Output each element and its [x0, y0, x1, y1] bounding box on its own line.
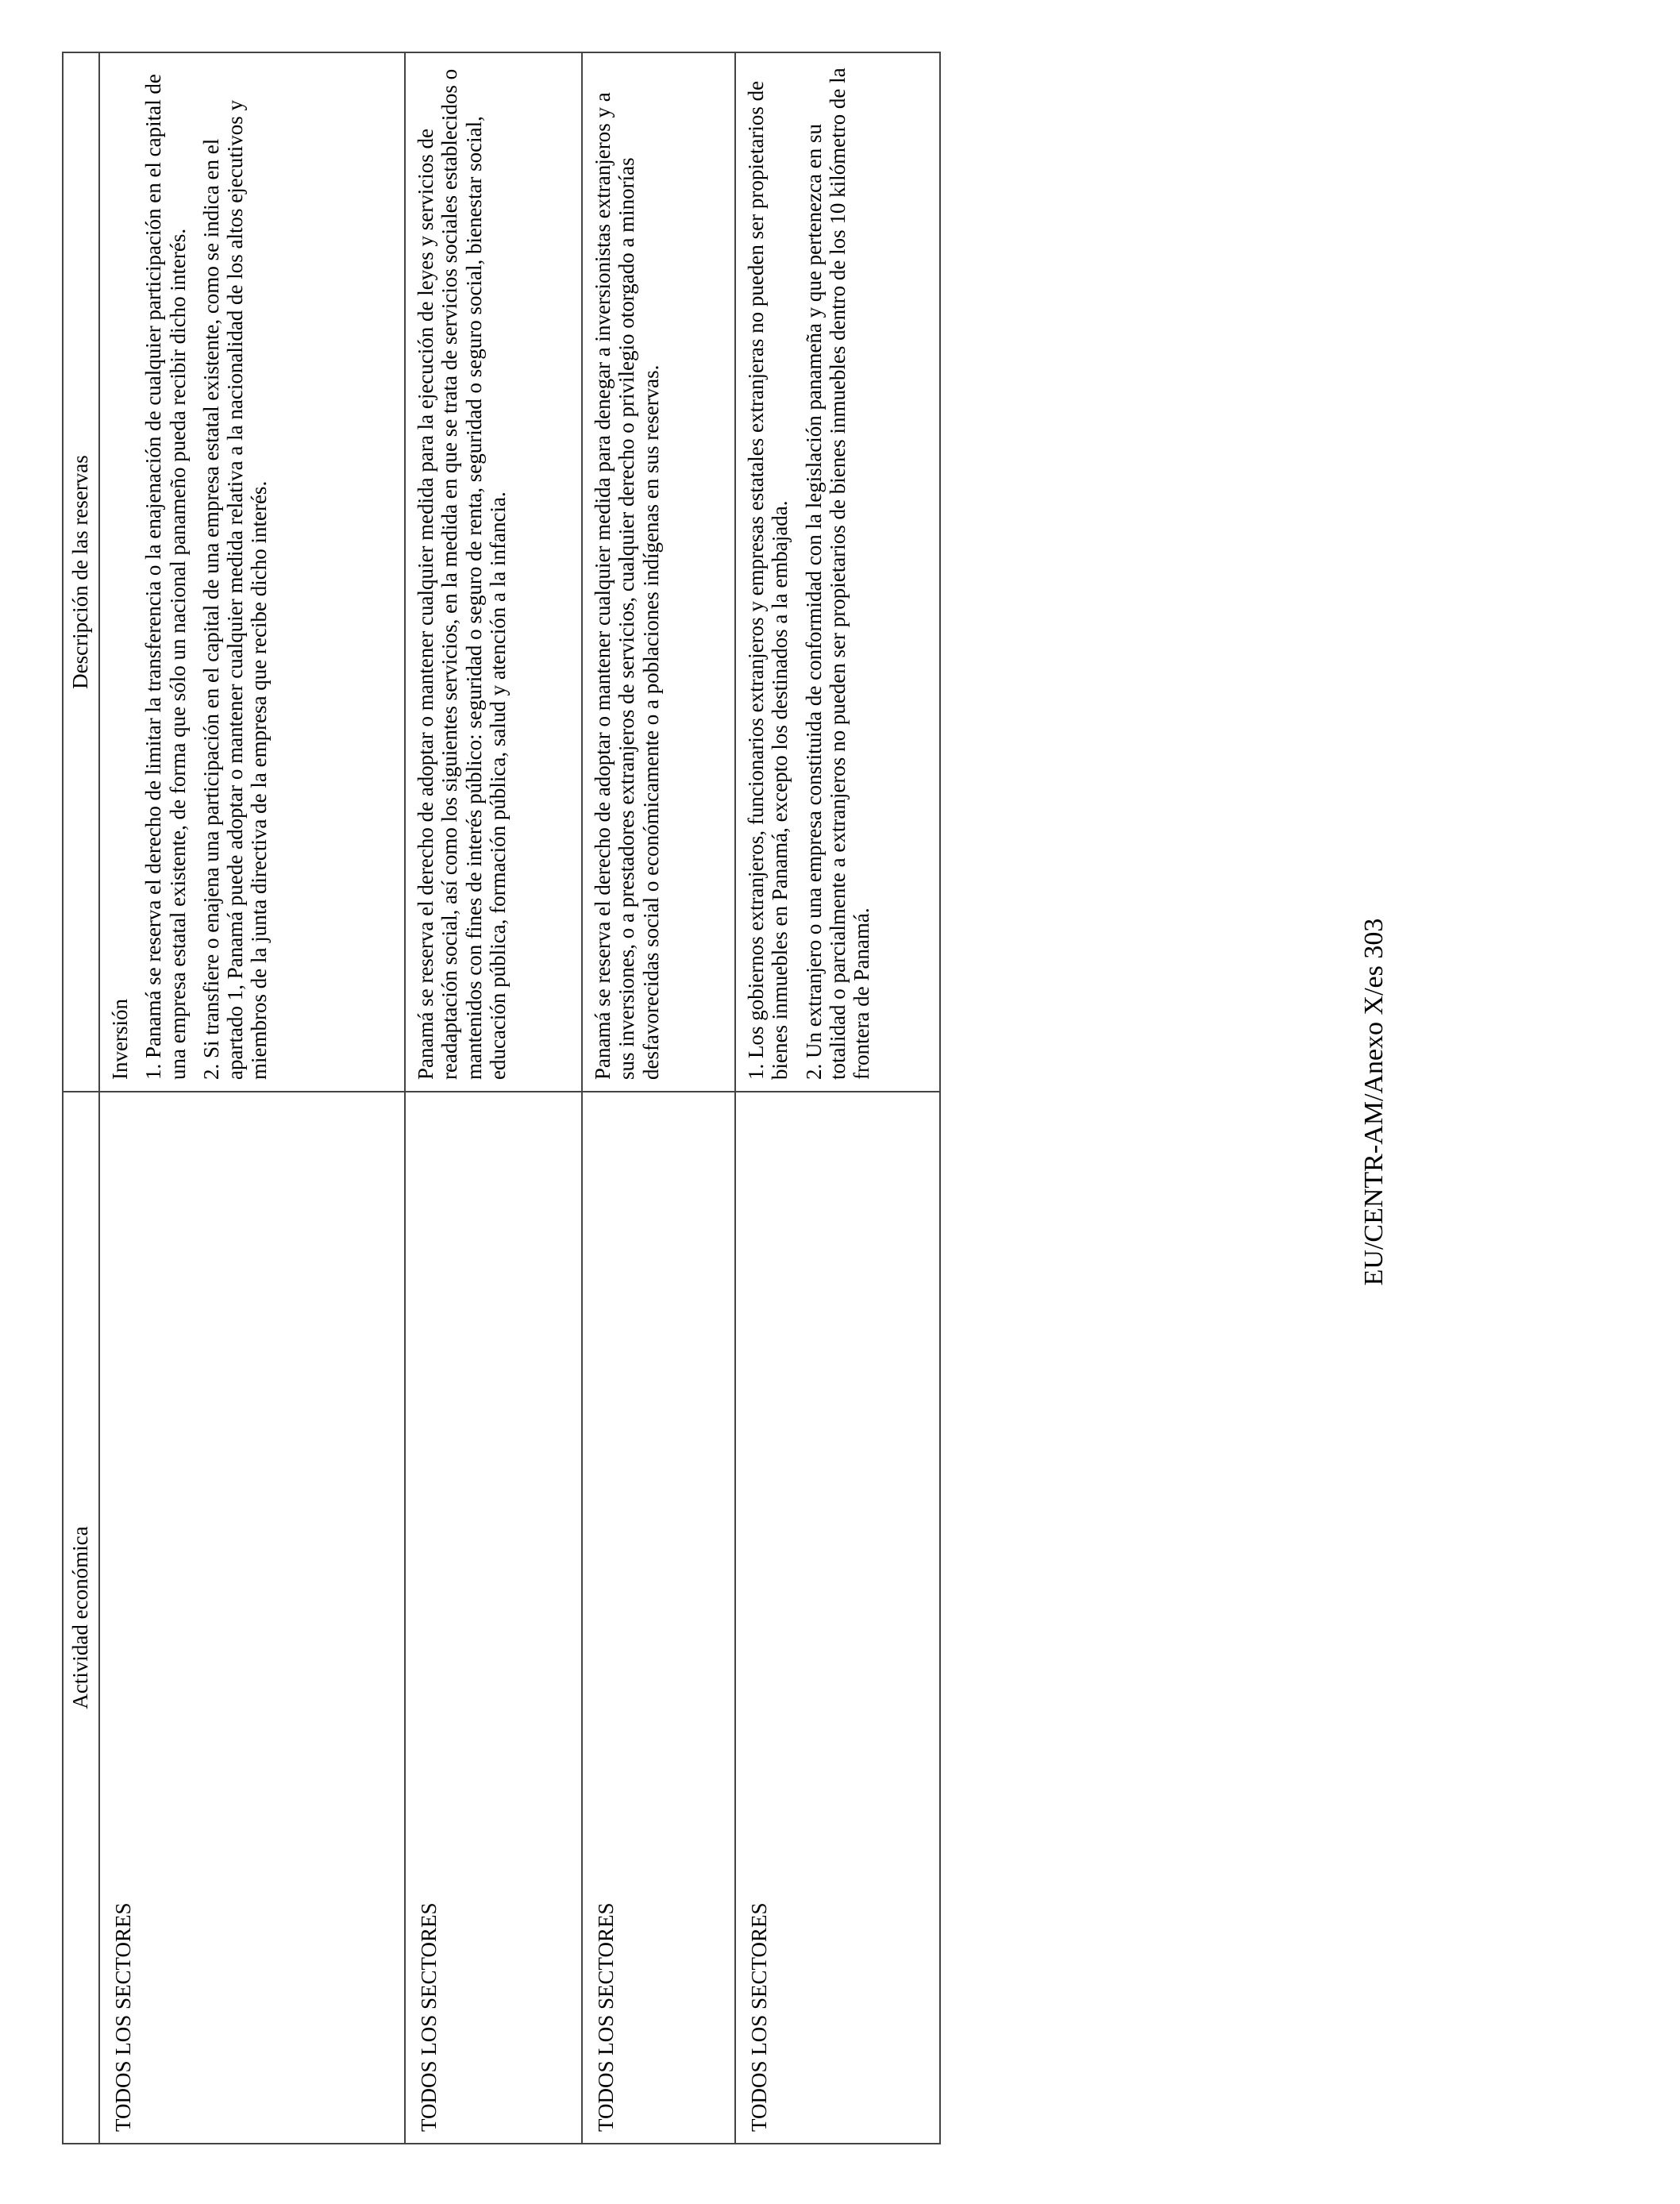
sector-label: TODOS LOS SECTORES — [417, 1902, 441, 2132]
sector-label: TODOS LOS SECTORES — [594, 1902, 618, 2132]
header-description: Descripción de las reservas — [63, 52, 99, 1092]
activity-cell — [405, 1092, 582, 2144]
reservations-table — [62, 52, 941, 2144]
table-row — [405, 52, 582, 2144]
description-paragraph: 1. Panamá se reserva el derecho de limitar la transferencia o la enajenación de cualquier participación en el capital de una empresa estatal existente, de forma que sólo un nacional panameño pueda recibir dicho interés. — [141, 74, 190, 1080]
description-paragraph: 1. Los gobiernos extranjeros, funcionarios extranjeros y empresas estatales extranjeras no pueden ser propietarios de bienes inmuebles en Panamá, excepto los destinados a la embajada. — [744, 80, 792, 1080]
description-cell — [405, 52, 582, 1092]
sector-label: TODOS LOS SECTORES — [111, 1902, 136, 2132]
activity-cell — [99, 1092, 405, 2144]
description-paragraph: Inversión — [108, 999, 133, 1080]
table-row — [99, 52, 405, 2144]
activity-cell — [735, 1092, 940, 2144]
table-row — [582, 52, 735, 2144]
header-activity: Actividad económica — [63, 1092, 99, 2144]
description-paragraph: 2. Si transfiere o enajena una participación en el capital de una empresa estatal existente, como se indica en el apartado 1, Panamá puede adoptar o mantener cualquier medida relativa a la nacionalidad de los altos ejecutivos y miembros de la junta directiva de la empresa que recibe dicho interés. — [198, 99, 272, 1080]
description-paragraph: Panamá se reserva el derecho de adoptar o mantener cualquier medida para denegar a inversionistas extranjeros y a sus inversiones, o a prestadores extranjeros de servicios, cualquier derecho o privilegio otorgado a minorías desfavorecidas social o económicamente o a poblaciones indígenas en sus reservas. — [591, 92, 663, 1080]
description-cell — [735, 52, 940, 1092]
description-paragraph: Panamá se reserva el derecho de adoptar o mantener cualquier medida para la ejecución de leyes y servicios de readaptación social, así como los siguientes servicios, en la medida en que se trata de servicios sociales establecidos o mantenidos con fines de interés público: seguridad o seguro de renta, seguridad o seguro social, bienestar social, educación pública, formación pública, salud y atención a la infancia. — [414, 68, 510, 1080]
description-paragraph: 2. Un extranjero o una empresa constituida de conformidad con la legislación panameña y que pertenezca en su totalidad o parcialmente a extranjeros no pueden ser propietarios de bienes inmuebles dentro de los 10 kilómetro de la frontera de Panamá. — [801, 67, 874, 1080]
activity-cell — [582, 1092, 735, 2144]
description-cell — [582, 52, 735, 1092]
table-header-row — [63, 52, 99, 2144]
sector-label: TODOS LOS SECTORES — [747, 1902, 772, 2132]
description-cell — [99, 52, 405, 1092]
document-reference: EU/CENTR-AM/Anexo X/es 303 — [1359, 918, 1389, 1286]
table-row — [735, 52, 940, 2144]
